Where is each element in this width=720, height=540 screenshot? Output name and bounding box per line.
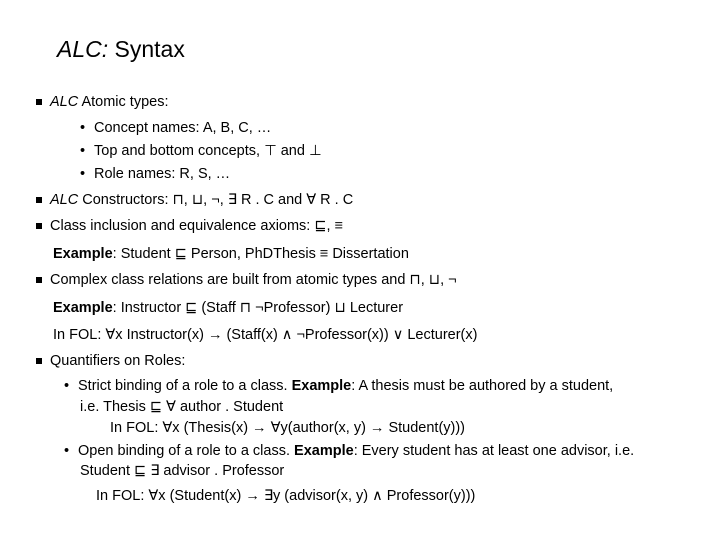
text-run: : Student ⊑ Person, PhDThesis ≡ Dissertation xyxy=(112,246,409,262)
dot-bullet-icon: • xyxy=(80,120,86,136)
dot-bullet-icon: • xyxy=(64,378,70,394)
text-run: : Every student has at least one advisor, i.e. xyxy=(353,443,635,459)
slide-line xyxy=(53,244,409,264)
slide-line xyxy=(80,397,283,417)
line-text xyxy=(50,92,168,112)
title-rest: Syntax xyxy=(108,36,185,62)
square-bullet-icon xyxy=(36,197,42,203)
text-run: Atomic types: xyxy=(78,94,169,110)
text-run: Open binding of a role to a class. xyxy=(78,443,295,459)
line-text xyxy=(50,216,343,236)
line-text xyxy=(78,376,613,396)
text-run: Top and bottom concepts, ⊤ and ⊥ xyxy=(94,143,322,159)
alc-term: ALC xyxy=(50,94,79,110)
line-text xyxy=(94,164,230,184)
square-bullet-icon xyxy=(36,223,42,229)
text-run: In FOL: ∀x Instructor(x) → (Staff(x) ∧ ¬Professor(x)) ∨ Lecturer(x) xyxy=(53,327,478,343)
text-run: Complex class relations are built from atomic types and ⊓, ⊔, ¬ xyxy=(50,272,457,288)
line-text xyxy=(50,351,185,371)
dot-bullet-icon: • xyxy=(80,166,86,182)
example-label: Example xyxy=(294,443,354,459)
text-run: : Instructor ⊑ (Staff ⊓ ¬Professor) ⊔ Lecturer xyxy=(112,300,404,316)
slide-line xyxy=(53,298,403,318)
text-run: i.e. Thesis ⊑ ∀ author . Student xyxy=(80,399,284,415)
text-run: Role names: R, S, … xyxy=(94,166,231,182)
line-text xyxy=(50,190,353,210)
line-text xyxy=(78,441,634,461)
slide-line xyxy=(53,325,477,345)
alc-term: ALC xyxy=(50,192,79,208)
text-run: Concept names: A, B, C, … xyxy=(94,120,272,136)
text-run: Constructors: ⊓, ⊔, ¬, ∃ R . C and ∀ R . C xyxy=(78,192,354,208)
line-text xyxy=(94,141,322,161)
square-bullet-icon xyxy=(36,277,42,283)
title-italic: ALC: xyxy=(57,36,109,62)
text-run: In FOL: ∀x (Thesis(x) → ∀y(author(x, y) → Student(y))) xyxy=(110,420,466,436)
slide-line xyxy=(110,418,465,438)
square-bullet-icon xyxy=(36,99,42,105)
example-label: Example xyxy=(53,300,113,316)
example-label: Example xyxy=(53,246,113,262)
example-label: Example xyxy=(291,378,352,394)
text-run: : A thesis must be authored by a student, xyxy=(351,378,614,394)
slide-line xyxy=(80,461,284,481)
dot-bullet-icon: • xyxy=(64,443,70,459)
slide-line xyxy=(96,486,475,506)
square-bullet-icon xyxy=(36,358,42,364)
text-run: Class inclusion and equivalence axioms: ⊑, ≡ xyxy=(50,218,344,234)
text-run: Strict binding of a role to a class. xyxy=(78,378,292,394)
text-run: Quantifiers on Roles: xyxy=(50,353,186,369)
line-text xyxy=(94,118,271,138)
slide-title xyxy=(57,34,185,64)
line-text xyxy=(50,270,457,290)
dot-bullet-icon: • xyxy=(80,143,86,159)
text-run: In FOL: ∀x (Student(x) → ∃y (advisor(x, y) ∧ Professor(y))) xyxy=(96,488,476,504)
text-run: Student ⊑ ∃ advisor . Professor xyxy=(80,463,285,479)
